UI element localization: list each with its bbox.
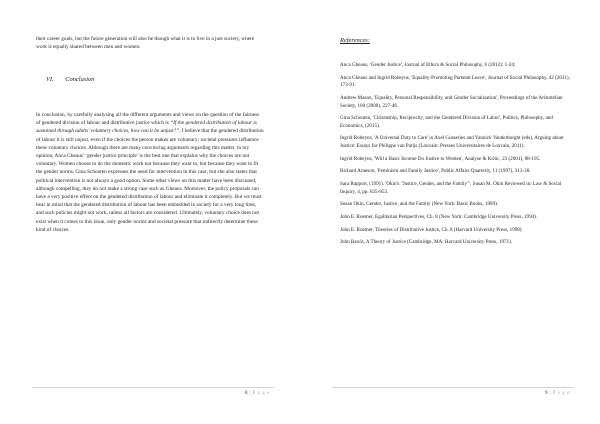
- references-title: References:: [340, 37, 370, 44]
- reference-item: John Rawls, A Theory of Justice (Cambridge, MA: Harvard University Press, 1971).: [340, 239, 513, 246]
- right-page: [300, 0, 600, 424]
- conclusion-text-part1: In conclusion, by carefully analysing all the different arguments and views on the question of the fairness of gendered division of labour and distributive justice which is: [36, 112, 260, 127]
- section-title: Conclusion: [65, 76, 95, 83]
- reference-item: Gina Schouten, 'Citizenship, Reciprocity, and the Gendered Division of Labor', Politics, Philosophy, and Economics, (2015).: [340, 115, 553, 129]
- page-number: 9: [545, 391, 548, 396]
- footer-rule: [32, 387, 274, 388]
- reference-item: Anca Gheaus, 'Gender Justice', Journal of Ethics & Social Philosophy, 6 (2012): 1-24;: [340, 62, 516, 68]
- section-heading: [46, 76, 94, 83]
- footer-rule: [332, 387, 574, 388]
- reference-item: Ingrid Robeyns, 'Will a Basic Income Do Justice to Women', Analyse & Kritic, 23 (2001), 88-105.: [340, 155, 541, 162]
- intro-text: their career goals, but the future generation will also be though what it is to live in a just society, where work is equally shared between men and women.: [36, 36, 255, 51]
- conclusion-text-part2: , I believe that the gendered distribution of labour it is still unjust, even if the choices the person makes are voluntary; societal pressures influence these voluntary choices. Although there are many convincing arguments regarding this matter, in my opinion, Anca Gheaus' ‘gender justice principle’ is the best one that explains why the choices are not voluntary. Women choose to do the domestic work not because they want to, but because they want to fit the gender norms. Gina Schouten expresses the need for intervention in this case, but she also states that political intervention is not always a good option. Some other views on this matter have been discussed, although compelling, they do not make a strong case such as Gheaus. Moreover, the policy proposals can have a very positive effect on the gendered distribution of labour and eliminate it completely. But we must bear in mind that the gendered distribution of labour has been embedded in society for a very long time, and such policies might not work, unless all factors are considered. Ultimately, voluntary choice does not exist when it comes to this issue, only gender norms and societal pressure that indirectly determine these kind of choices.: [36, 128, 264, 233]
- references-list: [340, 62, 574, 252]
- reference-item: Andrew Mason, 'Equality, Personal Responsibility, and Gender Socialisation', Proceedings of the Aristotelian Society, 100 (2000), 227-46.: [340, 94, 563, 109]
- page-number: 8: [245, 391, 248, 396]
- footer-separator: |: [249, 391, 251, 396]
- section-number: VI.: [46, 76, 54, 83]
- page-label: P a g e: [552, 391, 570, 396]
- intro-paragraph: [36, 35, 264, 51]
- reference-item: Sara Rapport, (1991). 'Okin's "Justice, Gender, and the Family"', Susan M. Okin Reviewed in: Law & Social Inquiry, 4, pp. 835-853.: [340, 181, 562, 195]
- reference-item: John E. Roemer, Egalitarian Perspectives, Ch. 8 (New York: Cambridge University Press, 1994).: [340, 213, 538, 220]
- conclusion-quote: “If the gendered distribution of labour is sustained through adults' voluntary choices, how can it be unjust?”: [36, 120, 257, 135]
- page-label: P a g e: [252, 391, 270, 396]
- reference-item: Susan Okin, Gender, Justice, and the Family (New York: Basic Books, 1989).: [340, 201, 499, 208]
- reference-item: John E. Roemer, Theories of Distributive Justice, Ch. 8 (Harvard University Press, 1998).: [340, 226, 523, 233]
- page-footer: [245, 391, 270, 396]
- page-footer: [545, 391, 570, 396]
- reference-item: Ingrid Robeyns, 'A Universal Duty to Care' in Axel Gosseries and Yannick Vanderborght (eds), Arguing about Justice: Essays for Philippe van Parijs (Louvain: Presses Universitaires de Louvain, 2011).: [340, 135, 564, 150]
- conclusion-paragraph: [36, 111, 264, 234]
- footer-separator: |: [549, 391, 551, 396]
- reference-item: Anca Gheaus and Ingrid Robeyns, 'Equality-Promoting Parental Leave', Journal of Social Philosophy, 42 (2011), 173-91.: [340, 74, 570, 89]
- reference-item: Richard Arneson, 'Feminism and Family Justice', Public Affairs Quarterly, 11 (1997), 313-30.: [340, 168, 531, 175]
